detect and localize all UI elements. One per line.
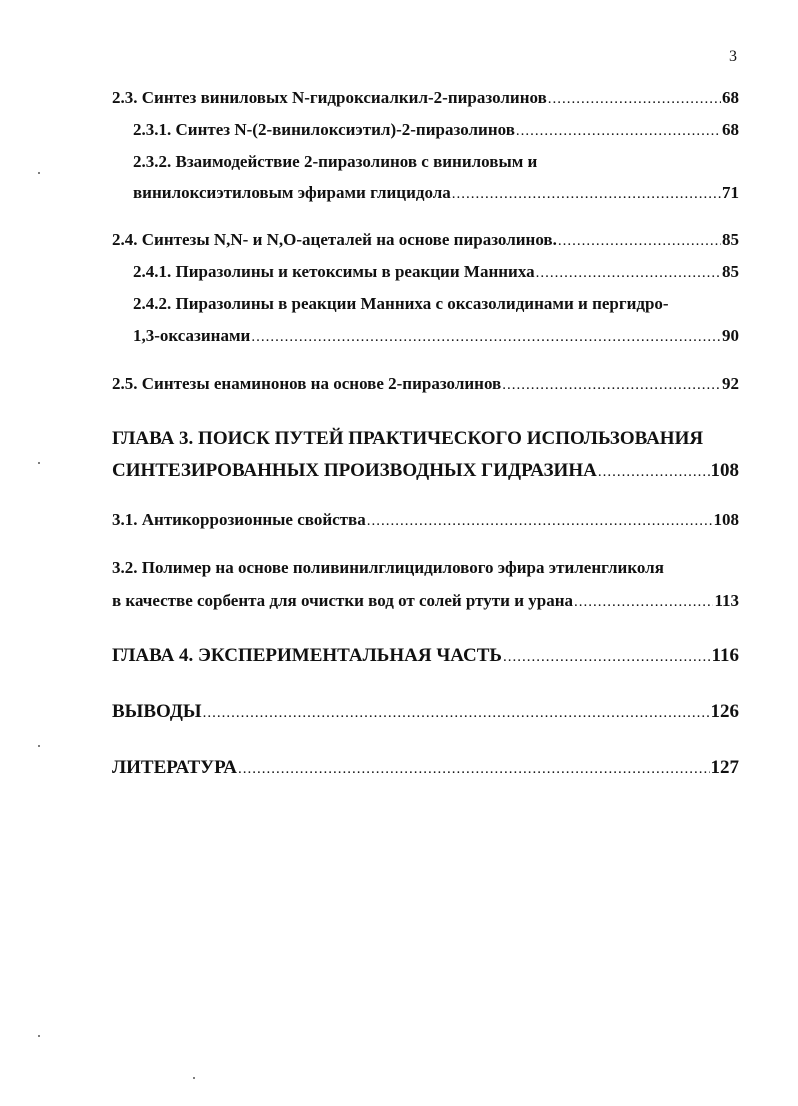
toc-entry-title: 2.5. Синтезы енаминонов на основе 2-пиразолинов [112,374,502,393]
toc-entry-page: 126 [710,701,739,722]
scan-speck [38,1035,40,1037]
scan-speck [193,1077,195,1079]
toc-entry-title: 2.4.2. Пиразолины в реакции Манниха с оксазолидинами и пергидро- [133,294,669,313]
toc-entry-page: 68 [722,88,739,107]
toc-entry [133,119,739,142]
dot-leader [503,646,711,668]
toc-entry [133,151,537,173]
toc-entry-title: 2.3. Синтез виниловых N-гидроксиалкил-2-пиразолинов [112,88,547,107]
toc-entry-title: винилоксиэтиловым эфирами глицидола [133,183,451,202]
toc-entry-page: 127 [710,757,739,778]
toc-chapter-entry [112,460,739,483]
toc-entry [112,87,739,110]
dot-leader [598,461,710,483]
toc-entry-title: 2.3.2. Взаимодействие 2-пиразолинов с виниловым и [133,152,538,171]
toc-entry-title: ГЛАВА 4. ЭКСПЕРИМЕНТАЛЬНАЯ ЧАСТЬ [112,645,502,666]
toc-entry-title: 3.2. Полимер на основе поливинилглицидилового эфира этиленгликоля [112,558,664,577]
toc-entry-page: 71 [722,183,739,202]
toc-entry-title: 2.3.1. Синтез N-(2-винилоксиэтил)-2-пиразолинов [133,120,515,139]
toc-entry-title: ГЛАВА 3. ПОИСК ПУТЕЙ ПРАКТИЧЕСКОГО ИСПОЛЬЗОВАНИЯ [112,428,704,449]
toc-entry-page: 113 [714,591,739,610]
toc-entry-page: 85 [722,262,739,281]
dot-leader [574,591,713,613]
dot-leader [238,758,709,780]
toc-entry [112,590,739,613]
dot-leader [251,326,721,348]
toc-entry-page: 116 [711,645,739,666]
toc-chapter-entry [112,701,739,724]
dot-leader [367,510,713,532]
dot-leader [502,374,721,396]
dot-leader [536,262,721,284]
toc-entry-title: ЛИТЕРАТУРА [112,757,238,778]
toc-chapter-entry [112,757,739,780]
toc-entry-title: в качестве сорбента для очистки вод от солей ртути и урана [112,591,573,610]
toc-entry [133,261,739,284]
dot-leader [452,183,721,205]
toc-entry-title: 3.1. Антикоррозионные свойства [112,510,366,529]
toc-entry-page: 68 [722,120,739,139]
dot-leader [548,88,721,110]
toc-entry-page: 108 [710,460,739,481]
toc-entry-title: СИНТЕЗИРОВАННЫХ ПРОИЗВОДНЫХ ГИДРАЗИНА [112,460,597,481]
dot-leader [203,702,710,724]
toc-entry-page: 90 [722,326,739,345]
toc-entry [133,293,669,315]
scan-speck [38,745,40,747]
toc-entry-title: 1,3-оксазинами [133,326,251,345]
toc-entry [112,509,739,532]
toc-entry-title: 2.4.1. Пиразолины и кетоксимы в реакции Манниха [133,262,535,281]
toc-entry [112,373,739,396]
toc-entry-page: 92 [722,374,739,393]
toc-entry [133,325,739,348]
toc-chapter-entry [112,645,739,668]
toc-entry [133,182,739,205]
toc-entry-title: 2.4. Синтезы N,N- и N,O-ацеталей на основе пиразолинов. [112,230,557,249]
dot-leader [558,230,721,252]
toc-entry [112,229,739,252]
dot-leader [516,120,721,142]
toc-chapter-entry [112,428,703,450]
scan-speck [38,462,40,464]
scan-speck [38,172,40,174]
toc-entry-page: 108 [713,510,739,529]
toc-entry [112,557,664,579]
toc-entry-title: ВЫВОДЫ [112,701,202,722]
page-number: 3 [729,48,737,65]
toc-entry-page: 85 [722,230,739,249]
